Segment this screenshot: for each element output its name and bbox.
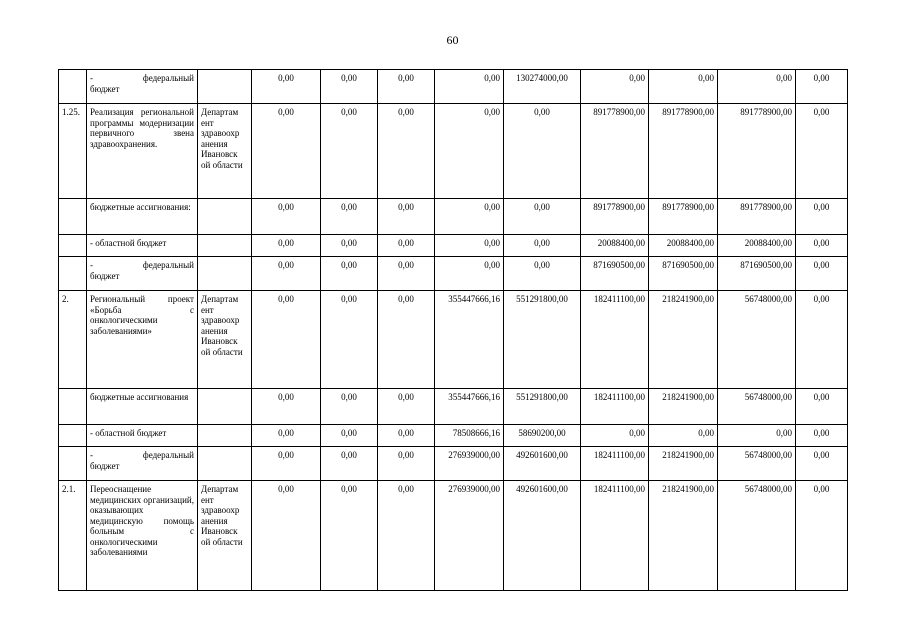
- amount-cell: 891778900,00: [718, 199, 796, 235]
- amount-cell: 0,00: [378, 481, 435, 591]
- row-number-cell: 2.1.: [59, 481, 87, 591]
- amount-cell: 891778900,00: [718, 104, 796, 199]
- amount-cell: 0,00: [378, 425, 435, 447]
- amount-cell: 0,00: [252, 104, 321, 199]
- amount-cell: 0,00: [796, 291, 848, 389]
- table-row: [59, 235, 848, 257]
- amount-cell: 0,00: [796, 70, 848, 104]
- executor-cell: [198, 235, 252, 257]
- amount-cell: 0,00: [321, 104, 378, 199]
- amount-cell: 218241900,00: [649, 447, 718, 481]
- executor-cell: [198, 425, 252, 447]
- amount-cell: 0,00: [649, 425, 718, 447]
- amount-cell: 0,00: [321, 425, 378, 447]
- amount-cell: 130274000,00: [504, 70, 581, 104]
- item-name-cell: бюджетные ассигнования:: [87, 199, 198, 235]
- amount-cell: 0,00: [252, 235, 321, 257]
- executor-cell: [198, 199, 252, 235]
- amount-cell: 0,00: [504, 257, 581, 291]
- amount-cell: 0,00: [649, 70, 718, 104]
- amount-cell: 0,00: [796, 425, 848, 447]
- item-name-cell: Региональный проект «Борьба с онкологическими заболеваниями»: [87, 291, 198, 389]
- amount-cell: 0,00: [435, 257, 504, 291]
- row-number-cell: [59, 257, 87, 291]
- amount-cell: 0,00: [378, 291, 435, 389]
- amount-cell: 0,00: [321, 291, 378, 389]
- executor-cell: Департам ент здравоохр анения Ивановск ой области: [198, 104, 252, 199]
- executor-cell: [198, 389, 252, 425]
- item-name-text: - федеральный бюджет: [90, 450, 194, 471]
- amount-cell: 0,00: [378, 389, 435, 425]
- amount-cell: 182411100,00: [581, 389, 649, 425]
- amount-cell: 891778900,00: [581, 199, 649, 235]
- amount-cell: 0,00: [796, 389, 848, 425]
- executor-cell: Департам ент здравоохр анения Ивановск ой области: [198, 291, 252, 389]
- item-name-cell: Переоснащение медицинских организаций, оказывающих медицинскую помощь больным с онкологическими заболеваниями: [87, 481, 198, 591]
- row-number-cell: 1.25.: [59, 104, 87, 199]
- amount-cell: 0,00: [321, 199, 378, 235]
- table-body: [59, 70, 848, 591]
- item-name-cell: бюджетные ассигнования: [87, 389, 198, 425]
- row-number-cell: [59, 389, 87, 425]
- amount-cell: 551291800,00: [504, 291, 581, 389]
- table-row: [59, 291, 848, 389]
- amount-cell: 0,00: [796, 481, 848, 591]
- table-row: [59, 257, 848, 291]
- amount-cell: 0,00: [321, 70, 378, 104]
- amount-cell: 0,00: [581, 425, 649, 447]
- amount-cell: 276939000,00: [435, 447, 504, 481]
- amount-cell: 0,00: [504, 104, 581, 199]
- amount-cell: 0,00: [252, 291, 321, 389]
- row-number-cell: [59, 447, 87, 481]
- amount-cell: 182411100,00: [581, 291, 649, 389]
- table-row: [59, 447, 848, 481]
- amount-cell: 0,00: [504, 199, 581, 235]
- amount-cell: 56748000,00: [718, 481, 796, 591]
- amount-cell: 218241900,00: [649, 481, 718, 591]
- table-row: [59, 425, 848, 447]
- amount-cell: 891778900,00: [649, 104, 718, 199]
- amount-cell: 20088400,00: [581, 235, 649, 257]
- amount-cell: 0,00: [378, 447, 435, 481]
- amount-cell: 551291800,00: [504, 389, 581, 425]
- row-number-cell: [59, 425, 87, 447]
- amount-cell: 0,00: [321, 389, 378, 425]
- row-number-cell: [59, 199, 87, 235]
- amount-cell: 492601600,00: [504, 481, 581, 591]
- amount-cell: 0,00: [435, 235, 504, 257]
- amount-cell: 0,00: [796, 257, 848, 291]
- amount-cell: 0,00: [718, 425, 796, 447]
- amount-cell: 355447666,16: [435, 291, 504, 389]
- amount-cell: 0,00: [321, 257, 378, 291]
- amount-cell: 20088400,00: [718, 235, 796, 257]
- amount-cell: 891778900,00: [581, 104, 649, 199]
- amount-cell: 182411100,00: [581, 481, 649, 591]
- amount-cell: 218241900,00: [649, 389, 718, 425]
- item-name-cell: [87, 447, 198, 481]
- amount-cell: 78508666,16: [435, 425, 504, 447]
- amount-cell: 0,00: [252, 481, 321, 591]
- budget-table: [58, 69, 848, 591]
- executor-cell: [198, 257, 252, 291]
- amount-cell: 56748000,00: [718, 447, 796, 481]
- amount-cell: 0,00: [435, 104, 504, 199]
- amount-cell: 871690500,00: [718, 257, 796, 291]
- table-row: [59, 104, 848, 199]
- item-name-cell: Реализация региональной программы модернизации первичного звена здравоохранения.: [87, 104, 198, 199]
- amount-cell: 0,00: [378, 104, 435, 199]
- amount-cell: 58690200,00: [504, 425, 581, 447]
- amount-cell: 0,00: [796, 199, 848, 235]
- amount-cell: 0,00: [796, 447, 848, 481]
- amount-cell: 0,00: [378, 199, 435, 235]
- executor-cell: [198, 70, 252, 104]
- row-number-cell: 2.: [59, 291, 87, 389]
- amount-cell: 891778900,00: [649, 199, 718, 235]
- table-row: [59, 389, 848, 425]
- item-name-cell: - областной бюджет: [87, 425, 198, 447]
- amount-cell: 56748000,00: [718, 389, 796, 425]
- amount-cell: 20088400,00: [649, 235, 718, 257]
- item-name-text: - федеральный бюджет: [90, 73, 194, 94]
- amount-cell: 218241900,00: [649, 291, 718, 389]
- item-name-cell: [87, 70, 198, 104]
- amount-cell: 0,00: [378, 257, 435, 291]
- executor-cell: [198, 447, 252, 481]
- amount-cell: 0,00: [252, 447, 321, 481]
- amount-cell: 0,00: [252, 257, 321, 291]
- amount-cell: 0,00: [321, 447, 378, 481]
- amount-cell: 0,00: [718, 70, 796, 104]
- item-name-cell: [87, 257, 198, 291]
- amount-cell: 182411100,00: [581, 447, 649, 481]
- amount-cell: 871690500,00: [649, 257, 718, 291]
- page-number: 60: [446, 33, 459, 47]
- amount-cell: 0,00: [435, 70, 504, 104]
- amount-cell: 276939000,00: [435, 481, 504, 591]
- amount-cell: 355447666,16: [435, 389, 504, 425]
- amount-cell: 0,00: [252, 425, 321, 447]
- amount-cell: 0,00: [796, 104, 848, 199]
- amount-cell: 492601600,00: [504, 447, 581, 481]
- amount-cell: 56748000,00: [718, 291, 796, 389]
- amount-cell: 0,00: [796, 235, 848, 257]
- item-name-cell: - областной бюджет: [87, 235, 198, 257]
- amount-cell: 871690500,00: [581, 257, 649, 291]
- row-number-cell: [59, 70, 87, 104]
- table-row: [59, 199, 848, 235]
- amount-cell: 0,00: [252, 199, 321, 235]
- amount-cell: 0,00: [252, 389, 321, 425]
- row-number-cell: [59, 235, 87, 257]
- table-row: [59, 481, 848, 591]
- amount-cell: 0,00: [435, 199, 504, 235]
- amount-cell: 0,00: [321, 235, 378, 257]
- table-row: [59, 70, 848, 104]
- amount-cell: 0,00: [378, 235, 435, 257]
- amount-cell: 0,00: [378, 70, 435, 104]
- amount-cell: 0,00: [581, 70, 649, 104]
- amount-cell: 0,00: [321, 481, 378, 591]
- amount-cell: 0,00: [252, 70, 321, 104]
- amount-cell: 0,00: [504, 235, 581, 257]
- item-name-text: - федеральный бюджет: [90, 260, 194, 281]
- executor-cell: Департам ент здравоохр анения Ивановск ой области: [198, 481, 252, 591]
